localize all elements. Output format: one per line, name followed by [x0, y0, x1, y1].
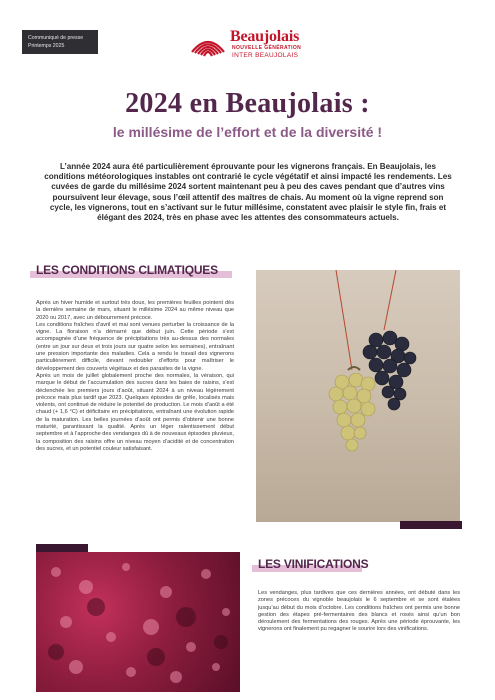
- press-release-label: Communiqué de presse: [28, 35, 84, 41]
- climate-paragraph: Après un mois de juillet globalement proche des normales, la véraison, qui marque le début de l’accumulation des sucres dans les baies de raisins, s’est déclenchée les premiers jours d’août, situant 2024 à un niveau légèrement précoce mais plus tardif que 2023. Quelques épisodes de grêle, localisés mais violents, ont continué de réduire le potentiel de production. Le mois d’août a été chaud (+ 1,6 °C) et déficitaire en précipitations, entraînant une évolution rapide de la maturation. Les belles journées d’août ont permis d’obtenir une bonne maturité, garantissant la qualité. Après un léger ralentissement début septembre et à l’approche des vendanges dû à de nouveaux épisodes pluvieux, la composition des raisins offre un niveau moyen d’acidité et de concentration des sucres, et un potentiel couleur satisfaisant.: [36, 372, 234, 452]
- page-subtitle: le millésime de l’effort et de la diversité !: [112, 124, 383, 140]
- intro-paragraph: L’année 2024 aura été particulièrement éprouvante pour les vignerons français. En Beaujolais, les conditions météorologiques instables ont contrarié le cycle végétatif et ainsi impacté les rendements. Les cuvées de garde du millésime 2024 sortent maintenant peu à peu des caves pendant que d’autres vins poursuivent leur élevage, sous l’œil attentif des maîtres de chais. Au moment où la vigne reprend son cycle, les vignerons, tout en s’activant sur le futur millésime, constatent avec plaisir le style fin, frais et élégant des 2024, très en phase avec les attentes des consommateurs actuels.: [44, 162, 452, 223]
- press-release-tag: [22, 30, 98, 54]
- grapes-illustration: [256, 270, 460, 522]
- climate-paragraph: Après un hiver humide et surtout très doux, les premières feuilles pointent dès la dernière semaine de mars, situant le millésime 2024 au même niveau que 2020 ou 2017, avec un débourrement précoce.: [36, 300, 234, 321]
- page-title: 2024 en Beaujolais :: [125, 88, 370, 119]
- wine-must-texture: [36, 552, 240, 692]
- vinification-paragraph: Les vendanges, plus tardives que ces dernières années, ont débuté dans les zones précoces du vignoble beaujolais le 6 septembre et se sont étalées jusqu’au début du mois d’octobre. Les conditions fraîches ont permis une bonne gestion des étapes pré-fermentaires des blancs et rosés ainsi qu’un bon déroulement des fermentations des rouges. Après une période éprouvante, les vignerons ont finalement pu regagner le sourire lors des vinifications.: [258, 590, 460, 633]
- logo-name: Beaujolais: [230, 28, 300, 45]
- grapes-photo: [256, 270, 460, 522]
- logo-tagline: NOUVELLE GÉNÉRATION: [232, 45, 302, 51]
- section-heading-vinifications: LES VINIFICATIONS: [258, 557, 369, 571]
- wine-must-photo: [36, 552, 240, 692]
- press-release-date: Printemps 2025: [28, 43, 65, 49]
- section-climate-text: [36, 300, 234, 453]
- logo-organization: INTER BEAUJOLAIS: [232, 52, 299, 59]
- logo-waves-icon: [190, 30, 226, 58]
- photo-accent-bar: [36, 544, 88, 552]
- photo-accent-bar: [400, 521, 462, 529]
- section-vinifications-text: [258, 590, 460, 634]
- climate-paragraph: Les conditions fraîches d’avril et mai sont venues perturber la croissance de la vigne. La floraison n’a démarré que début juin. Cette période s’est accompagnée d’une fréquence de précipitations très au-dessus des normales (entre un jour sur deux et trois jours sur quatre selon les semaines), entraînant une pression importante des maladies. Cela a rendu le travail des vignerons particulièrement difficile, devant redoubler d’efforts pour maîtriser le développement des couverts végétaux et des parasites de la vigne.: [36, 321, 234, 372]
- beaujolais-logo: [190, 28, 330, 64]
- section-heading-climate: LES CONDITIONS CLIMATIQUES: [36, 263, 218, 277]
